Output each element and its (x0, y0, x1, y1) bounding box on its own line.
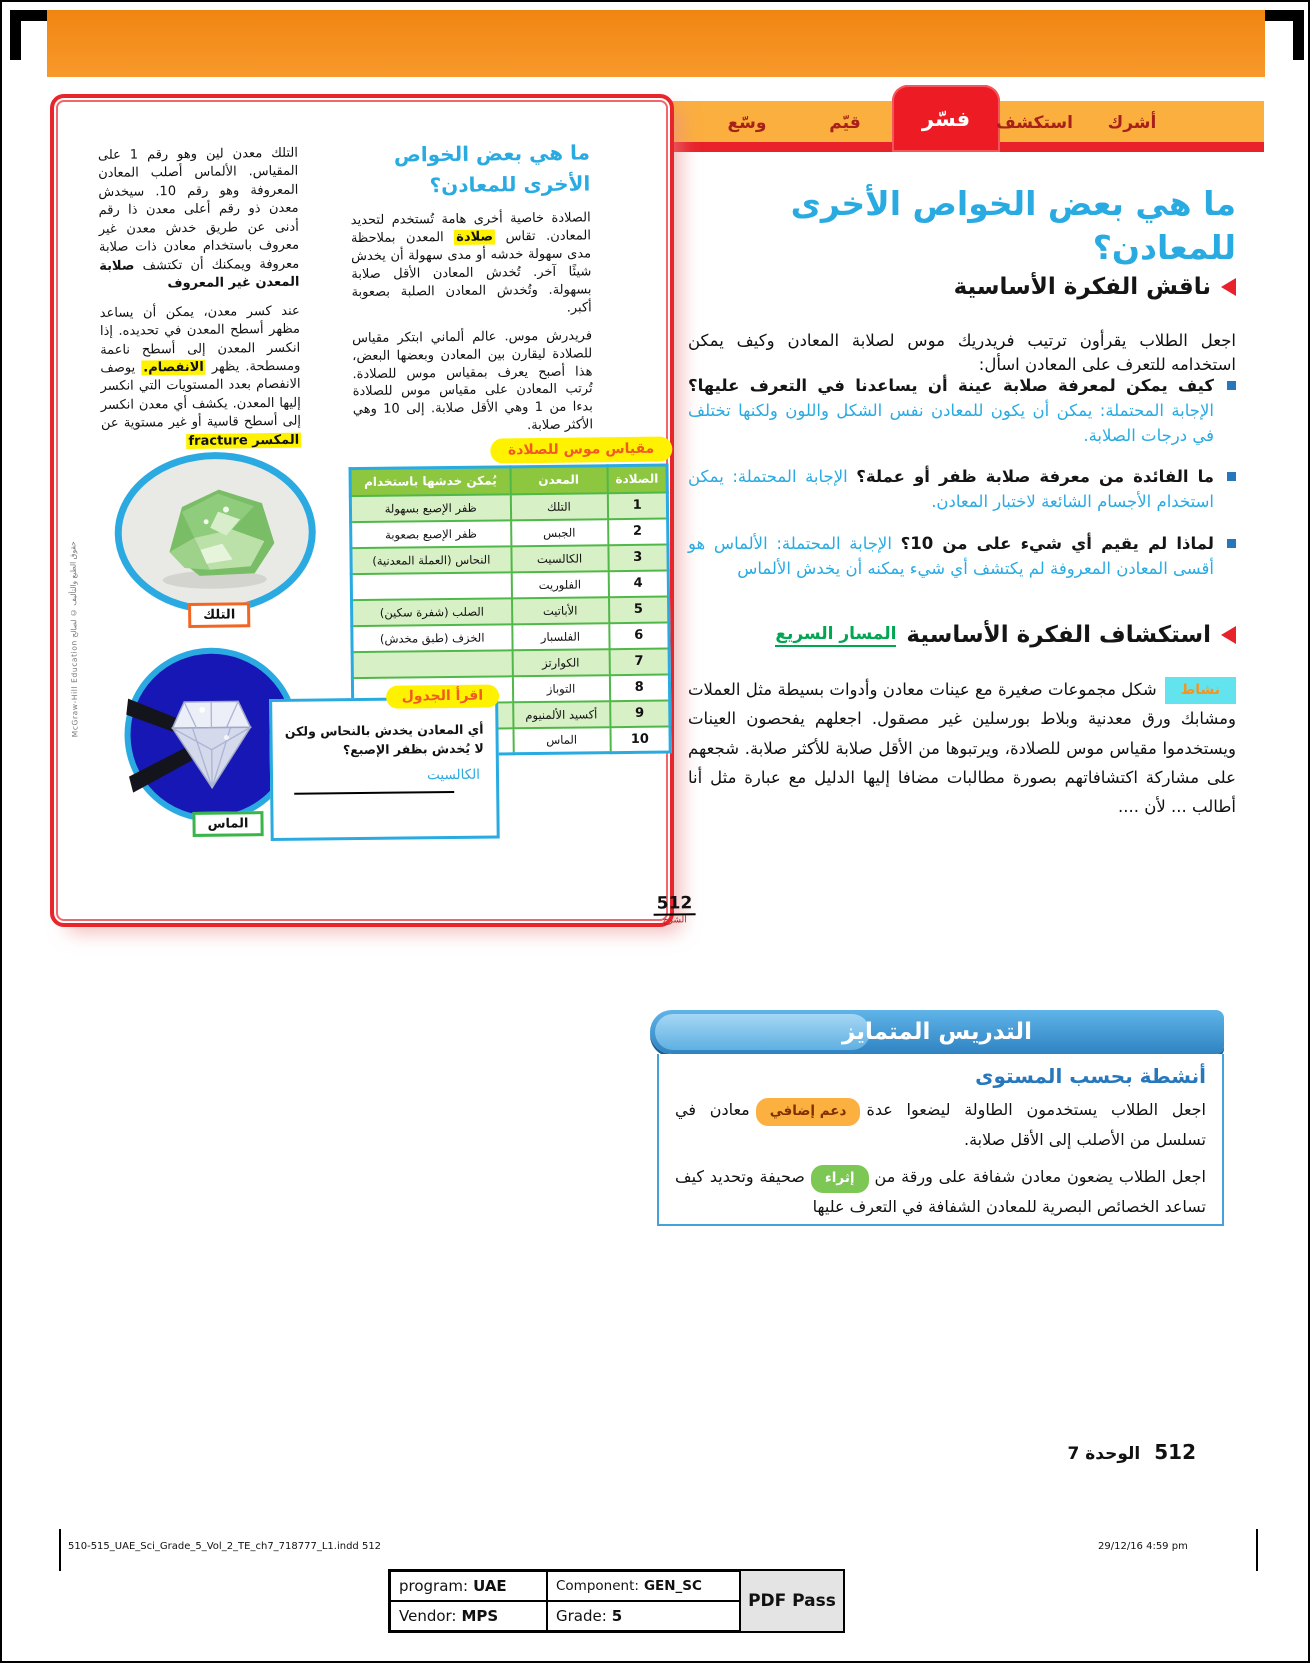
bullet-item (688, 465, 1236, 515)
discuss-section-title: ناقش الفكرة الأساسية (953, 274, 1211, 300)
footer-page-number: 512 (1154, 1440, 1196, 1464)
unknown-mineral-bold: صلابة المعدن غير المعروف (99, 258, 300, 292)
bullet-square-icon (1227, 472, 1236, 481)
print-info-table (388, 1569, 743, 1633)
fracture-vocab-highlight: المكسر fracture (188, 432, 300, 449)
cell: التوباز (512, 675, 609, 702)
mohs-header-row (350, 465, 667, 496)
bullet-answer: الإجابة المحتملة: يمكن أن يكون للمعادن نفس الشكل واللون ولكنها تختلف في درجات الصلابة. (688, 400, 1214, 445)
table-row (351, 518, 668, 548)
table-row (352, 648, 669, 678)
unit-footer (1068, 1440, 1197, 1464)
explore-section-title: استكشاف الفكرة الأساسية (906, 622, 1211, 648)
bullet-answer: الإجابة المحتملة: الألماس هو أقسى المعادن المعروفة لم يكتشف أي شيء يمكنه أن يخدش الألماس (688, 533, 1214, 578)
student-paragraph-talc-diamond (98, 145, 300, 295)
activity-tag: نشاط (1165, 677, 1236, 705)
pdf-pass-badge: PDF Pass (739, 1569, 845, 1633)
print-timestamp-footer: 29/12/16 4:59 pm (1098, 1541, 1188, 1552)
crop-tick-bottom-right (1256, 1529, 1258, 1571)
student-page-scan (49, 95, 693, 927)
cell: 8 (609, 674, 669, 701)
grade-value: 5 (611, 1607, 623, 1625)
cell: 3 (608, 544, 668, 571)
differentiated-teaching-title: التدريس المتمايز (842, 1019, 1032, 1045)
cell: الكالسيت (511, 545, 608, 572)
table-row (350, 492, 667, 522)
col-hardness: الصلادة (607, 465, 667, 493)
print-file-footer: 510-515_UAE_Sci_Grade_5_Vol_2_TE_ch7_718777_L1.indd 512 (68, 1541, 382, 1552)
talc-photo (113, 451, 317, 619)
explore-main-idea-section (775, 622, 1236, 648)
read-table-question: أي المعادن يخدش بالنحاس ولكن لا يُخدش بظفر الإصبع؟ (284, 721, 484, 758)
activity-paragraph (688, 675, 1236, 822)
cell: أكسيد الألمنيوم (513, 701, 610, 728)
talc-diamond-text: التلك معدن لين وهو رقم 1 على المقياس. الألماس أصلب المعادن المعروفة وهو رقم 10. سيخدش معدن ذو رقم أعلى معدن ذا رقم أدنى عن طريق خدش معدن غير معروف باستخدام معادن ذات صلابة معروفة ويمكنك أن تكتشف (97, 145, 300, 274)
student-detail-column (98, 145, 302, 462)
mohs-table-title: مقياس موس للصلادة (490, 436, 673, 463)
table-row (352, 596, 669, 626)
discuss-main-idea-section (954, 274, 1236, 300)
red-arrow-icon (1221, 278, 1236, 296)
col-scratched-by: يُمكن خدشها باستخدام (350, 467, 510, 496)
vendor-value: MPS (461, 1607, 499, 1625)
tab-explain-active: فسّر (892, 85, 1000, 152)
bullet-square-icon (1227, 381, 1236, 390)
intro-text: الصلادة خاصية أخرى هامة تُستخدم لتحديد المعادن. تقاس (350, 210, 591, 245)
extra-support-tag: دعم إضافي (756, 1098, 861, 1126)
support-text-rest: معادن في تسلسل من الأصلب إلى الأقل صلابة. (675, 1100, 1206, 1149)
cell: الجبس (511, 519, 608, 546)
bullet-question: ما الفائدة من معرفة صلابة ظفر أو عملة؟ (856, 467, 1215, 487)
student-paragraph-cleavage (100, 302, 302, 452)
cell: 2 (608, 518, 668, 545)
student-paragraph-mohs: فريدرش موس. عالم ألماني ابتكر مقياس للصلادة ليقارن بين المعادن وبعضها البعض، هذا أصبح يعرف بمقياس موس للصلادة. تُرتب المعادن على مقياس موس للصلادة بدءا من 1 وهي الأقل صلابة. إلى 10 وهي الأكثر صلابة. (351, 328, 594, 434)
table-row (351, 544, 668, 574)
table-row (352, 622, 669, 652)
student-page-panel (50, 94, 693, 927)
copyright-vertical-text: حقوق الطبع والتأليف © لصالح McGraw-Hill Education (68, 541, 80, 738)
activity-text: شكل مجموعات صغيرة مع عينات معادن وأدوات بسيطة مثل العملات ومشابك ورق معدنية وبلاط بورسلين غير مصقول. اجعلهم يفحصون العينات ويستخدموا مقياس موس للصلادة، ويرتبوها من الأقل صلابة للأكثر صلابة. شجعهم على مشاركة اكتشافاتهم بصورة مطالبات مضافا إليها الدليل مع عبارة مثل أنا أطالب ... لأن .... (688, 679, 1236, 817)
discussion-questions (688, 374, 1236, 598)
cell: 6 (609, 622, 669, 649)
cell: الأباتيت (512, 597, 609, 624)
answer-line (294, 791, 454, 795)
bullet-question: كيف يمكن لمعرفة صلابة عينة أن يساعدنا في التعرف عليها؟ (688, 376, 1214, 395)
program-label: program: (399, 1577, 469, 1595)
intro-text-after: المعدن بملاحظة مدى سهولة خدشه أو مدى سهولة أن يخدش شيئًا آخر. تُخدش المعادن الأقل صلابة بسهولة. وتُخدش المعادن الصلبة بصعوبة أكبر. (350, 229, 592, 316)
cell: ظفر الإصبع بسهولة (350, 494, 510, 522)
cleavage-text-mid: يوصف الانفصام بعدد المستويات التي انكسر إليها المعدن. يكشف أي معدن انكسر إلى أسطح قاسية أو غير مستوية عن (100, 360, 302, 432)
cell: التلك (510, 493, 607, 520)
bullet-item (688, 374, 1236, 448)
cell: ظفر الإصبع بصعوبة (351, 520, 511, 548)
cell: النحاس (العملة المعدنية) (351, 546, 511, 574)
tab-explore: استكشف (996, 113, 1073, 133)
page-number-value: 512 (654, 893, 696, 915)
bullet-square-icon (1227, 539, 1236, 548)
differentiated-teaching-header (650, 1010, 1224, 1054)
diamond-label: الماس (192, 811, 263, 837)
cell: الماس (513, 727, 610, 754)
cell: 1 (607, 492, 667, 519)
student-paragraph-hardness (351, 209, 592, 319)
talc-label: التلك (188, 602, 250, 628)
cell (351, 572, 511, 600)
table-row (351, 570, 668, 600)
cleavage-vocab-highlight: الانفصام. (143, 359, 204, 376)
cell: 10 (610, 726, 670, 753)
header-band (47, 10, 1265, 77)
bullet-item (688, 532, 1236, 582)
tab-evaluate: قيّم (829, 113, 861, 133)
cell: 4 (608, 570, 668, 597)
program-value: UAE (473, 1577, 507, 1595)
bullet-answer: الإجابة المحتملة: يمكن استخدام الأجسام الشائعة لاختبار المعادن. (688, 467, 1214, 511)
cell: 5 (608, 596, 668, 623)
enrich-text-start: اجعل الطلاب يضعون معادن شفافة على ورقة من (874, 1167, 1207, 1187)
talc-image (113, 451, 317, 615)
tab-engage: أشرك (1107, 113, 1157, 133)
hardness-vocab-highlight: صلادة (456, 229, 494, 245)
cell (352, 650, 512, 678)
col-mineral: المعدن (510, 466, 607, 494)
enrich-text-rest: صحيفة وتحديد كيف تساعد الخصائص البصرية للمعادن الشفافة في التعرف عليها (675, 1167, 1206, 1217)
enrichment-tag: إثراء (811, 1165, 869, 1193)
page-tab-label: الشرح (662, 915, 687, 926)
cell: الفلسبار (512, 623, 609, 650)
cell: الفلوريت (511, 571, 608, 598)
support-text-start: اجعل الطلاب يستخدمون الطاولة ليضعوا عدة (866, 1100, 1206, 1119)
red-arrow-icon (1221, 626, 1236, 644)
discuss-intro: اجعل الطلاب يقرأون ترتيب فريدريك موس لصلابة المعادن وكيف يمكن استخدامه للتعرف على المعادن اسأل: (688, 330, 1236, 375)
crop-tick-bottom-left (59, 1529, 61, 1571)
header-tab-shape (655, 1014, 870, 1050)
component-cell (547, 1571, 741, 1601)
footer-unit-label: الوحدة 7 (1067, 1444, 1141, 1464)
cell: 7 (609, 648, 669, 675)
leveled-activities-subheading: أنشطة بحسب المستوى (975, 1064, 1206, 1088)
cell: الكوارتز (512, 649, 609, 676)
read-table-title: اقرأ الجدول (386, 684, 500, 708)
bullet-question: لماذا لم يقيم أي شيء على من 10؟ (900, 533, 1214, 553)
student-page-title: ما هي بعض الخواص الأخرى للمعادن؟ (393, 140, 591, 198)
cell: 9 (610, 700, 670, 727)
component-value: GEN_SC (643, 1578, 702, 1594)
fast-track-link: المسار السريع (775, 624, 896, 647)
vendor-cell (390, 1601, 547, 1631)
read-table-callout (269, 687, 500, 841)
read-table-answer: الكالسيت (426, 766, 481, 784)
vendor-label: Vendor: (399, 1607, 457, 1625)
cleavage-text: عند كسر معدن، يمكن أن يساعد مظهر أسطح المعدن في تحديده. إذا انكسر المعدن إلى أسطح ناعمة ومسطحة. يظهر (99, 303, 301, 375)
enrichment-item (675, 1163, 1206, 1220)
grade-cell (547, 1601, 741, 1631)
cell: الصلب (شفرة سكين) (352, 598, 512, 626)
tab-extend: وسّع (727, 113, 767, 133)
student-page-number (652, 893, 696, 925)
program-cell (390, 1571, 547, 1601)
differentiated-teaching-box (657, 1054, 1224, 1226)
extra-support-item (675, 1096, 1206, 1153)
student-intro-column (350, 137, 593, 447)
grade-label: Grade: (556, 1607, 607, 1625)
teacher-main-heading: ما هي بعض الخواص الأخرى للمعادن؟ (790, 184, 1236, 267)
component-label: Component: (556, 1578, 639, 1594)
cell: الخزف (طبق مخدش) (352, 624, 512, 652)
